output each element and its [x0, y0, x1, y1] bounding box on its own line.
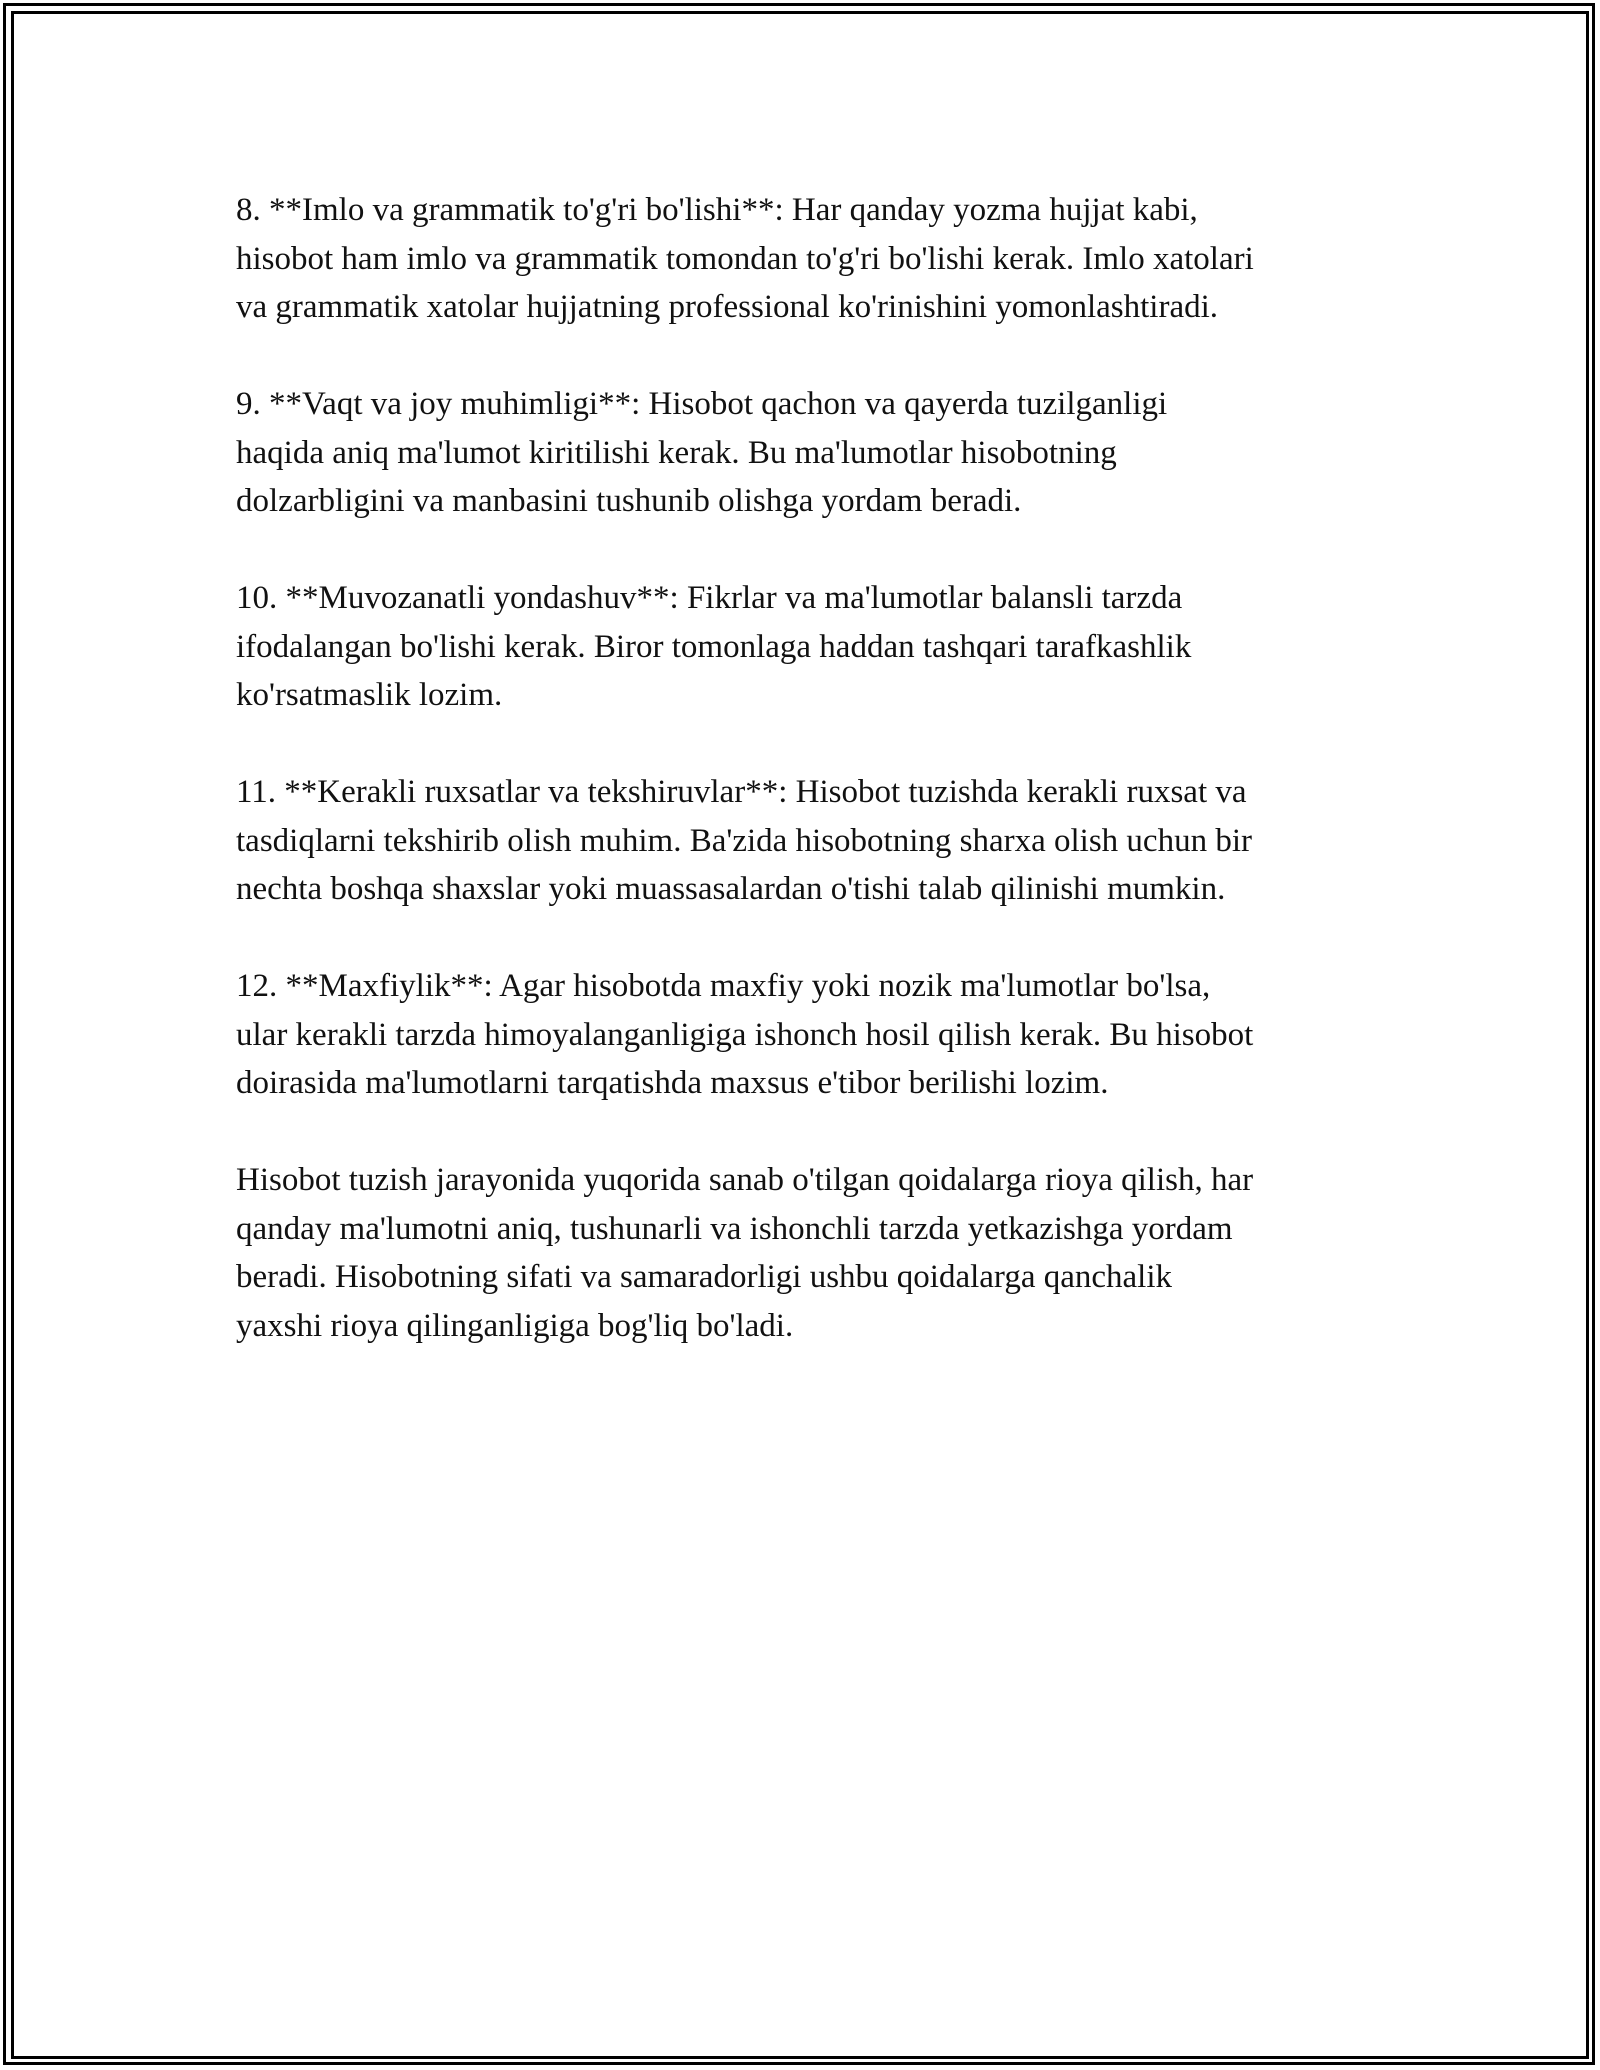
text-line: Hisobot tuzish jarayonida yuqorida sanab o'tilgan qoidalarga rioya qilish, har: [236, 1162, 1254, 1198]
text-line: 12. **Maxfiylik**: Agar hisobotda maxfiy yoki nozik ma'lumotlar bo'lsa,: [236, 968, 1211, 1004]
text-line: doirasida ma'lumotlarni tarqatishda maxsus e'tibor berilishi lozim.: [236, 1065, 1109, 1101]
text-line: ular kerakli tarzda himoyalanganligiga ishonch hosil qilish kerak. Bu hisobot: [236, 1016, 1254, 1053]
text-line: ko'rsatmaslik lozim.: [236, 677, 503, 713]
text-line: tasdiqlarni tekshirib olish muhim. Ba'zida hisobotning sharxa olish uchun bir: [236, 822, 1252, 859]
paragraph-item-9: [236, 380, 1376, 526]
text-line: 9. **Vaqt va joy muhimligi**: Hisobot qachon va qayerda tuzilganligi: [236, 386, 1168, 422]
text-line: ifodalangan bo'lishi kerak. Biror tomonlaga haddan tashqari tarafkashlik: [236, 628, 1192, 665]
text-line: dolzarbligini va manbasini tushunib olishga yordam beradi.: [236, 483, 1022, 519]
text-line: qanday ma'lumotni aniq, tushunarli va ishonchli tarzda yetkazishga yordam: [236, 1210, 1233, 1247]
text-line: haqida aniq ma'lumot kiritilishi kerak. Bu ma'lumotlar hisobotning: [236, 434, 1117, 471]
text-line: va grammatik xatolar hujjatning professional ko'rinishini yomonlashtiradi.: [236, 289, 1219, 325]
paragraph-conclusion: [236, 1156, 1376, 1350]
paragraph-item-12: [236, 962, 1376, 1108]
paragraph-item-8: [236, 186, 1376, 332]
text-line: hisobot ham imlo va grammatik tomondan to'g'ri bo'lishi kerak. Imlo xatolari: [236, 240, 1254, 277]
text-line: 8. **Imlo va grammatik to'g'ri bo'lishi**: Har qanday yozma hujjat kabi,: [236, 192, 1198, 228]
text-line: 10. **Muvozanatli yondashuv**: Fikrlar va ma'lumotlar balansli tarzda: [236, 580, 1183, 616]
text-line: 11. **Kerakli ruxsatlar va tekshiruvlar**: Hisobot tuzishda kerakli ruxsat va: [236, 774, 1247, 810]
paragraph-item-10: [236, 574, 1376, 720]
text-line: beradi. Hisobotning sifati va samaradorligi ushbu qoidalarga qanchalik: [236, 1259, 1172, 1295]
text-line: yaxshi rioya qilinganligiga bog'liq bo'ladi.: [236, 1307, 794, 1344]
document-body: [236, 186, 1376, 1399]
paragraph-item-11: [236, 768, 1376, 914]
text-line: nechta boshqa shaxslar yoki muassasalardan o'tishi talab qilinishi mumkin.: [236, 871, 1226, 907]
